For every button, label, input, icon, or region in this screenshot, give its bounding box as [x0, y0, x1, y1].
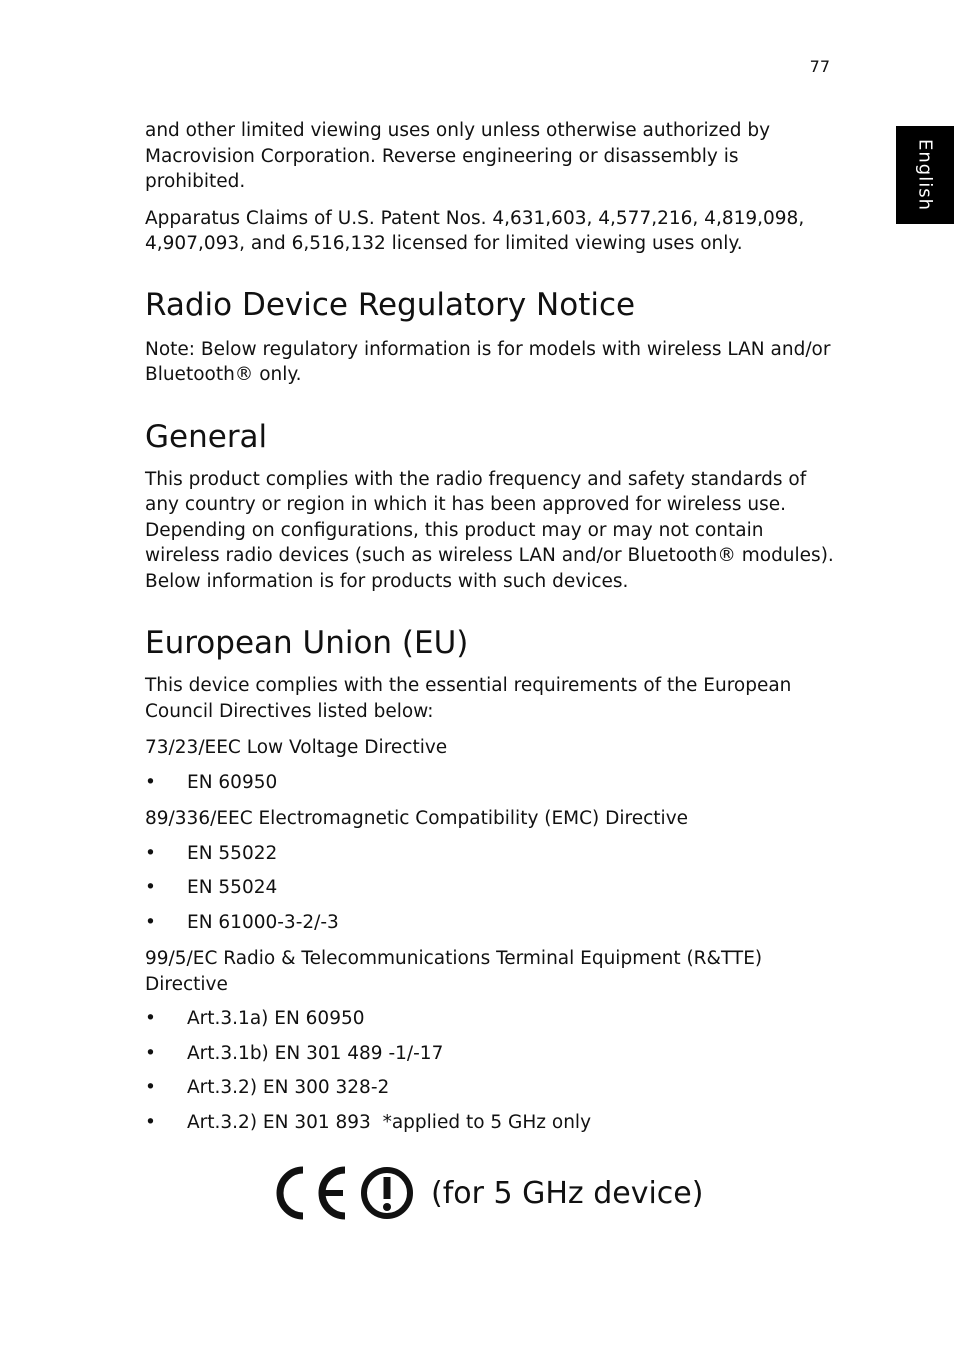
- bullet: •: [145, 1111, 156, 1133]
- list-item: • EN 55024: [145, 875, 835, 901]
- bullet: •: [145, 771, 156, 793]
- language-tab: [896, 126, 954, 224]
- radio-note: [145, 337, 835, 388]
- bullet: •: [145, 1077, 156, 1098]
- directive-list: [145, 770, 835, 796]
- page-content: [145, 118, 835, 1221]
- note-label: Note: [145, 338, 189, 360]
- radio-heading: Radio Device Regulatory Notice: [145, 286, 636, 323]
- intro-paragraph-1: and other limited viewing uses only unless otherwise authorized by Macrovision Corporation. Reverse engineering or disassembly is prohibited.: [145, 120, 771, 192]
- directive-title: 73/23/EEC Low Voltage Directive: [145, 737, 448, 758]
- intro-paragraph-2: Apparatus Claims of U.S. Patent Nos. 4,631,603, 4,577,216, 4,819,098, 4,907,093, and 6,516,132 licensed for limited viewing uses only.: [145, 207, 805, 254]
- directive-title: 99/5/EC Radio & Telecommunications Terminal Equipment (R&TTE) Directive: [145, 948, 763, 995]
- ce-mark-row: [275, 1165, 835, 1221]
- list-item: • Art.3.1a) EN 60950: [145, 1006, 835, 1032]
- bullet: •: [145, 1042, 156, 1064]
- list-item: • Art.3.2) EN 300 328-2: [145, 1075, 835, 1101]
- list-item: • Art.3.1b) EN 301 489 -1/-17: [145, 1041, 835, 1067]
- list-item: • EN 60950: [145, 770, 835, 796]
- list-item: • EN 55022: [145, 841, 835, 867]
- page-number: 77: [809, 57, 830, 76]
- directive-list: [145, 841, 835, 936]
- bullet: •: [145, 842, 156, 864]
- alert-mark-icon: [359, 1165, 415, 1221]
- bullet: •: [145, 911, 156, 933]
- list-item: • Art.3.2) EN 301 893 *applied to 5 GHz only: [145, 1110, 835, 1136]
- eu-intro: This device complies with the essential requirements of the European Council Directives listed below:: [145, 675, 792, 722]
- bullet: •: [145, 877, 156, 898]
- eu-heading: European Union (EU): [145, 625, 469, 661]
- directive-list: [145, 1006, 835, 1135]
- language-tab-label: English: [914, 139, 936, 211]
- list-item: • EN 61000-3-2/-3: [145, 910, 835, 936]
- general-text: This product complies with the radio frequency and safety standards of any country or region in which it has been approved for wireless use. Depending on configurations, this product may or may not contain wireless radio devices (such as wireless LAN and/or Bluetooth® modules). Below information is for products with such devices.: [145, 468, 834, 592]
- bullet: •: [145, 1008, 156, 1029]
- note-text: : Below regulatory information is for models with wireless LAN and/or Bluetooth® only.: [145, 338, 831, 385]
- ce-mark-label: (for 5 GHz device): [431, 1175, 704, 1211]
- ce-mark-icon: [275, 1165, 351, 1221]
- general-heading: General: [145, 418, 268, 455]
- directive-title: 89/336/EEC Electromagnetic Compatibility (EMC) Directive: [145, 808, 689, 829]
